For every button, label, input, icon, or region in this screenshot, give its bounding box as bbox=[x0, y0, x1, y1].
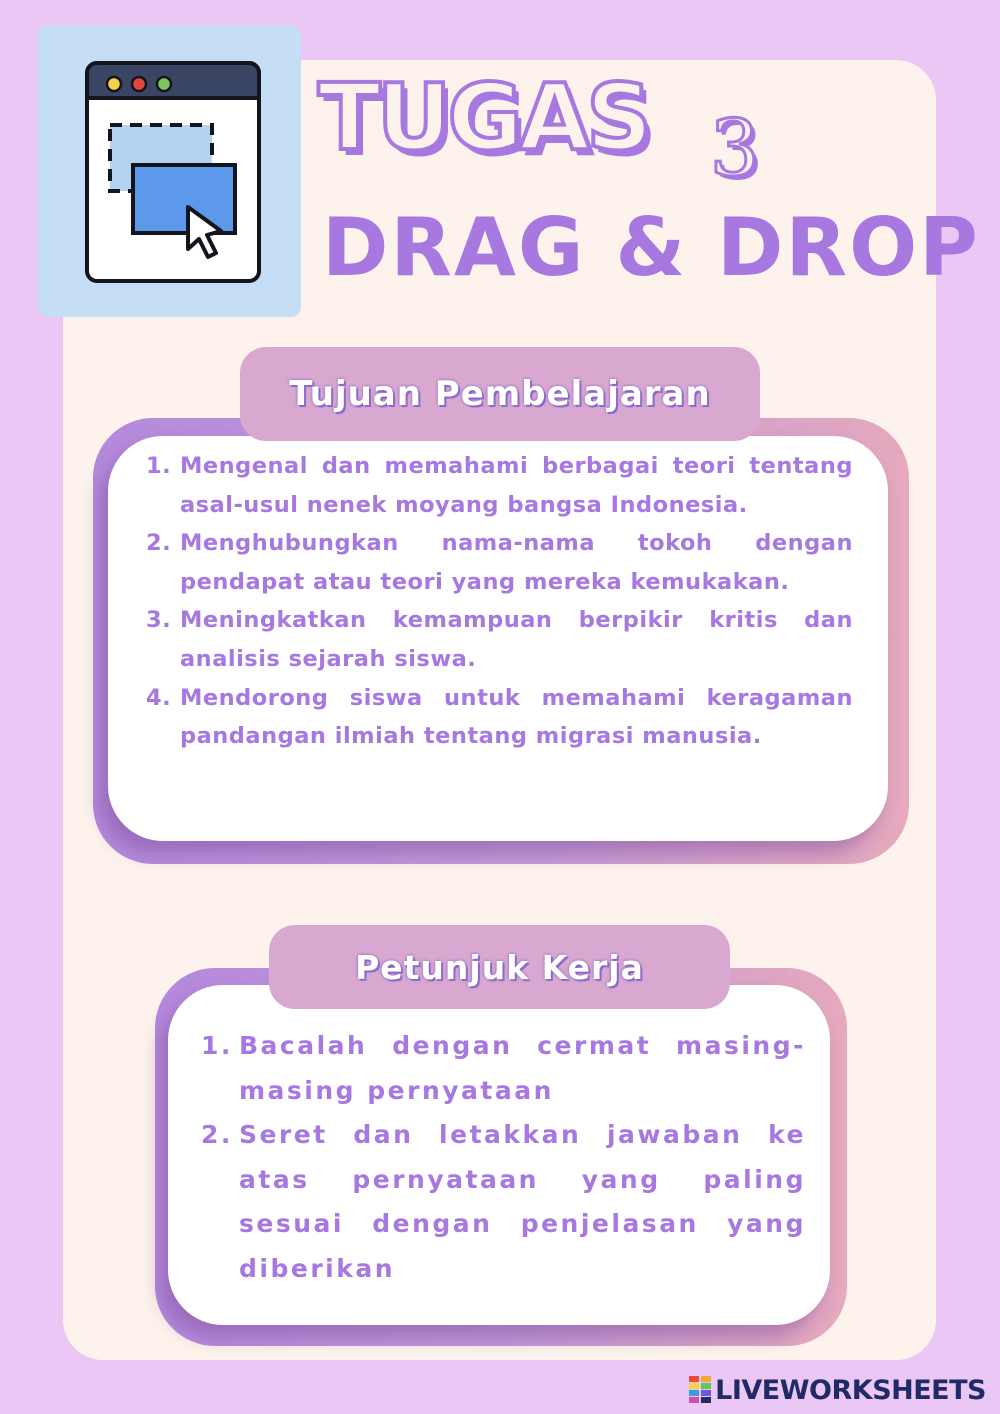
instructions-list bbox=[201, 1024, 806, 1291]
drag-drop-window-icon bbox=[38, 25, 301, 317]
item-text: Menghubungkan nama-nama tokoh dengan pendapat atau teori yang mereka kemukakan. bbox=[180, 530, 853, 595]
instructions-heading: Petunjuk Kerja bbox=[355, 947, 644, 987]
task-number: 3 bbox=[710, 104, 760, 194]
list-item bbox=[146, 447, 853, 524]
instructions-heading-pill bbox=[269, 925, 730, 1009]
objectives-heading: Tujuan Pembelajaran bbox=[289, 374, 711, 414]
page-subtitle: DRAG & DROP bbox=[322, 201, 980, 294]
list-item bbox=[201, 1024, 806, 1113]
item-number: 4. bbox=[146, 684, 172, 711]
list-item bbox=[146, 601, 853, 678]
item-text: Meningkatkan kemampuan berpikir kritis dan analisis sejarah siswa. bbox=[180, 607, 853, 672]
item-number: 3. bbox=[146, 607, 172, 634]
item-number: 2. bbox=[201, 1120, 233, 1149]
list-item bbox=[146, 524, 853, 601]
item-text: Bacalah dengan cermat masing-masing pernyataan bbox=[239, 1031, 806, 1105]
liveworksheets-logo-icon bbox=[689, 1376, 711, 1404]
icon-tile bbox=[38, 25, 301, 317]
item-text: Seret dan letakkan jawaban ke atas pernyataan yang paling sesuai dengan penjelasan yang diberikan bbox=[239, 1120, 806, 1283]
page-title: TUGAS bbox=[318, 64, 649, 171]
objectives-heading-pill bbox=[240, 347, 760, 441]
footer-brand[interactable] bbox=[689, 1375, 986, 1405]
item-number: 2. bbox=[146, 530, 172, 557]
list-item bbox=[201, 1113, 806, 1291]
item-number: 1. bbox=[146, 453, 172, 479]
list-item bbox=[146, 679, 853, 756]
title-block bbox=[318, 64, 878, 194]
brand-name: LIVEWORKSHEETS bbox=[715, 1374, 986, 1406]
item-text: Mengenal dan memahami berbagai teori tentang asal-usul nenek moyang bangsa Indonesia. bbox=[180, 453, 853, 518]
objectives-list bbox=[146, 447, 853, 756]
item-number: 1. bbox=[201, 1031, 233, 1060]
item-text: Mendorong siswa untuk memahami keragaman pandangan ilmiah tentang migrasi manusia. bbox=[180, 684, 853, 750]
